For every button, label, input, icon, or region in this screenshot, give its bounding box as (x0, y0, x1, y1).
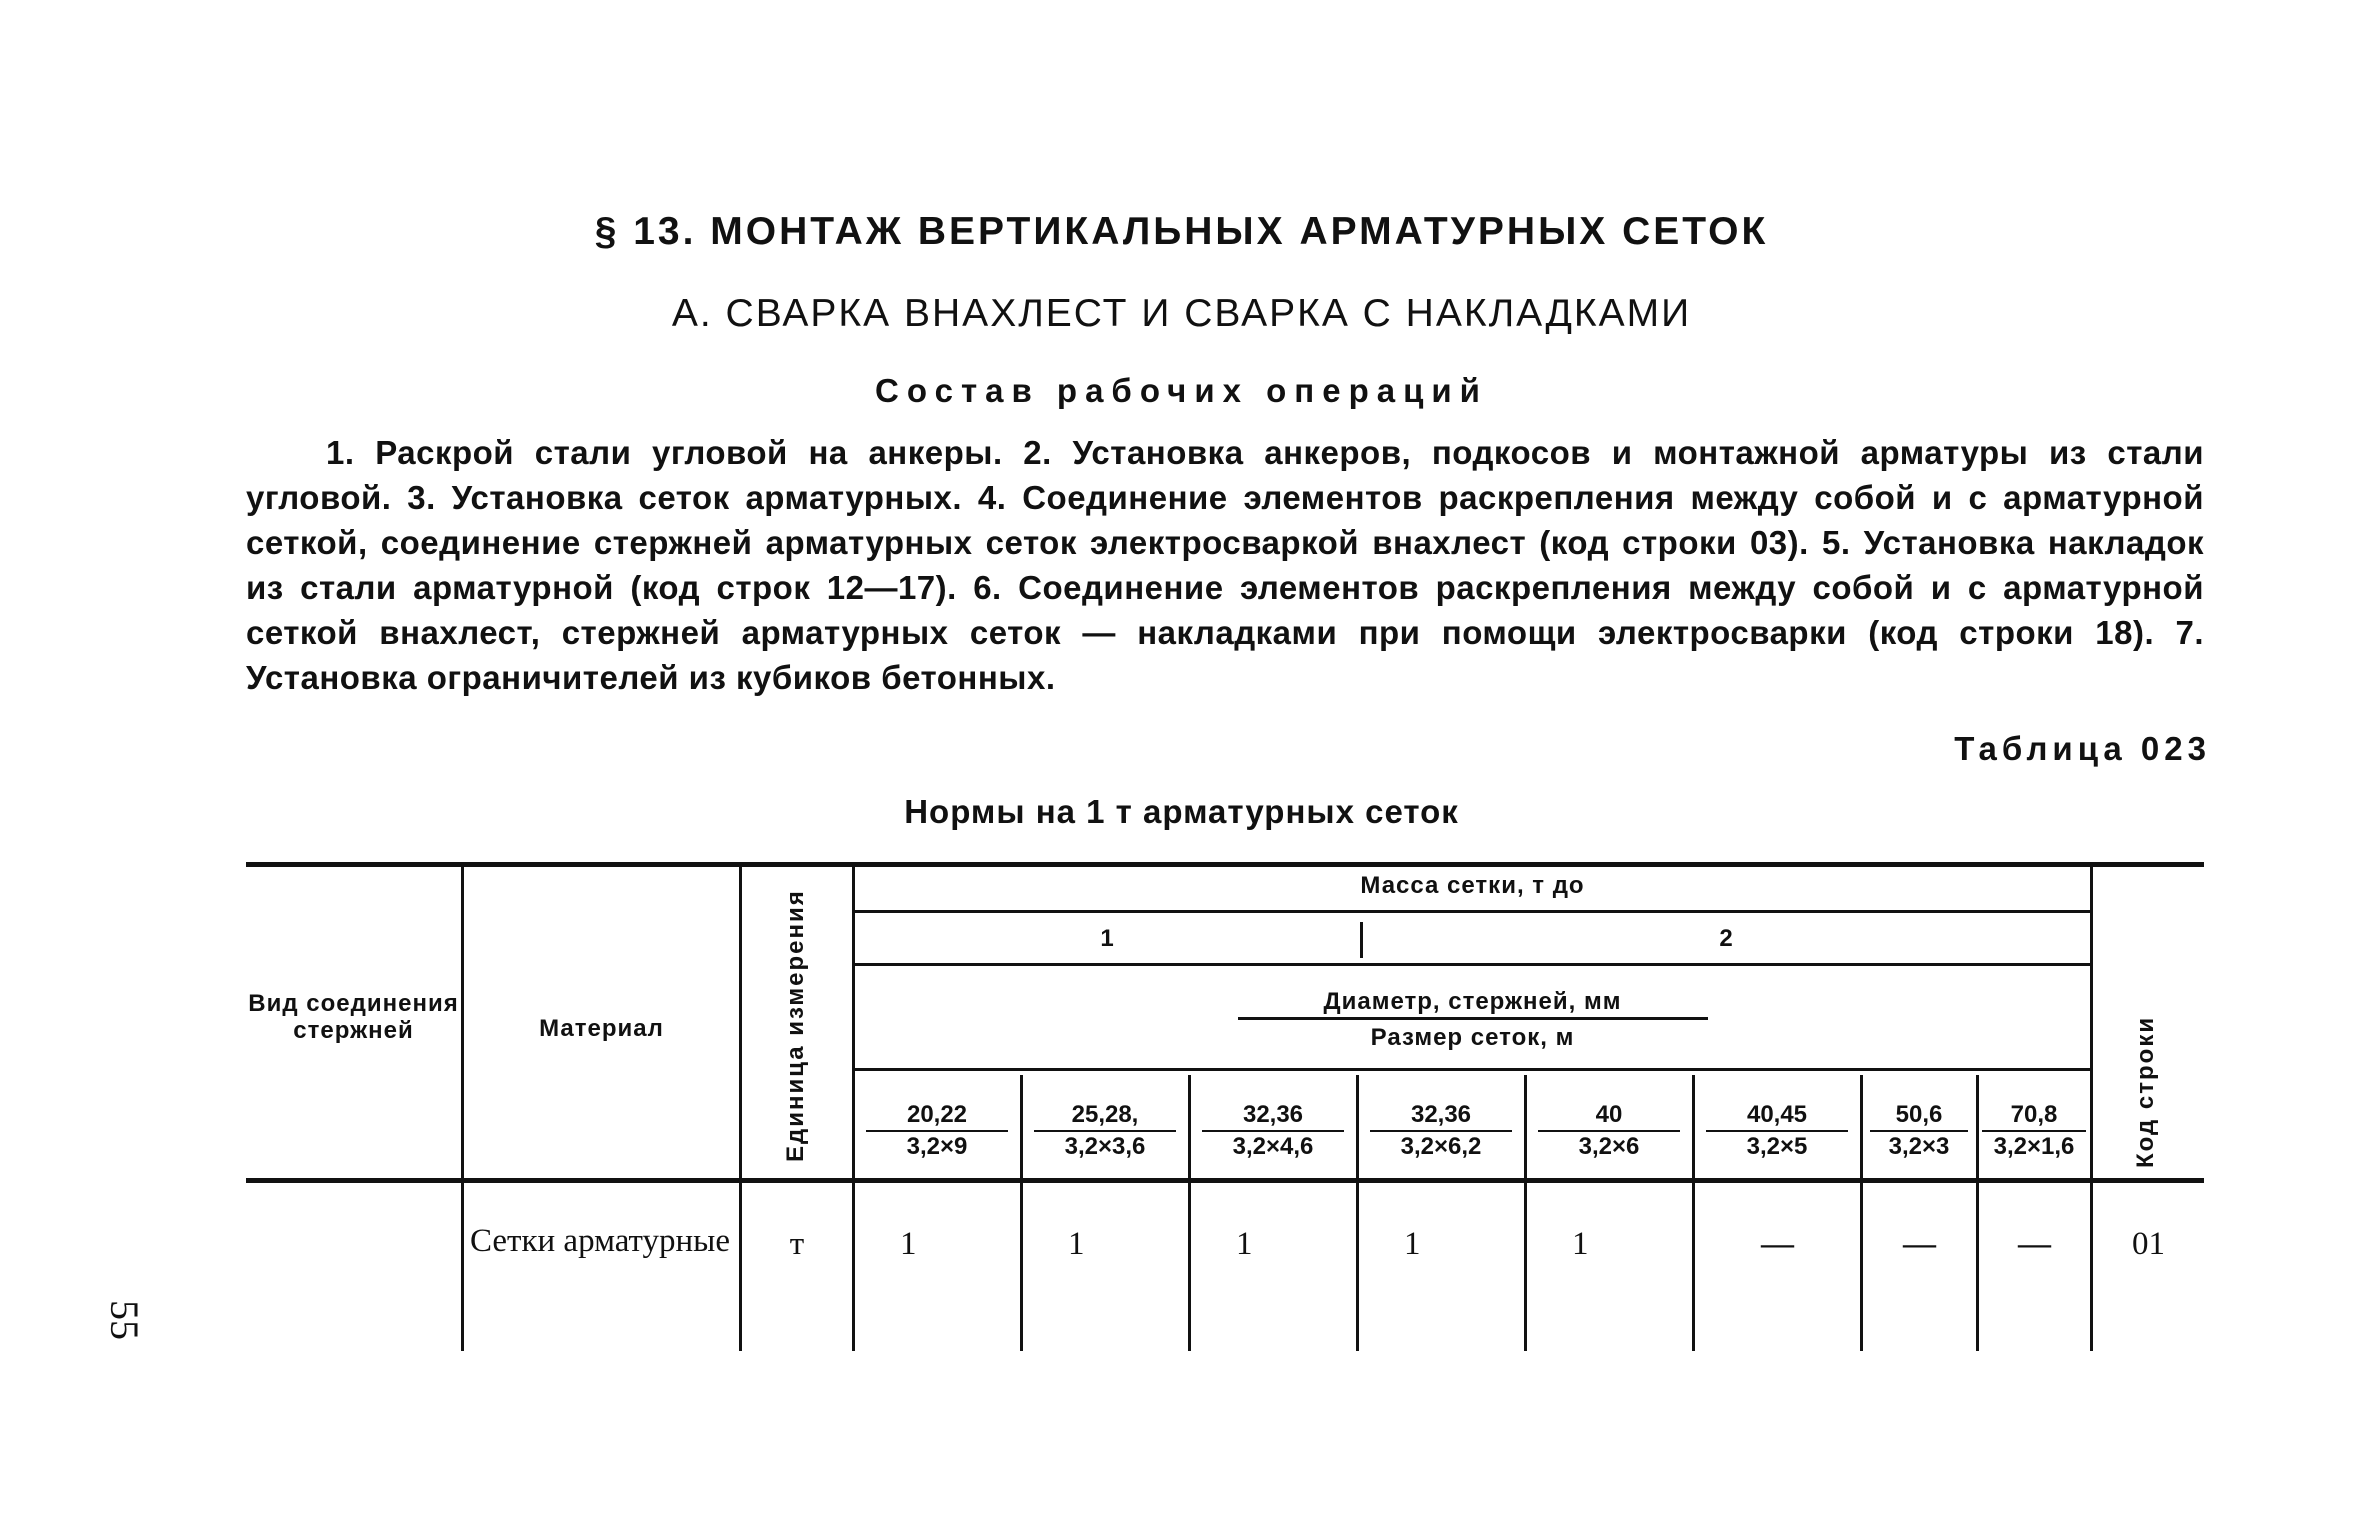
size-rule (855, 1068, 2090, 1071)
col-header-3: $\frac{32,36}{3,2\times 4,6}$ (1202, 1100, 1344, 1162)
subsection-heading: А. СВАРКА ВНАХЛЕСТ И СВАРКА С НАКЛАДКАМИ (671, 292, 1692, 335)
row-value-4: 1 (1404, 1226, 1421, 1262)
header-joint-type: Вид соединения стержней (248, 990, 459, 1044)
operations-title: Состав рабочих операций (875, 372, 1488, 409)
col-divider (461, 866, 464, 1351)
header-mass-group-2: 2 (1719, 925, 1734, 952)
col-divider (1860, 1075, 1863, 1351)
col-divider (1020, 1075, 1023, 1351)
row-value-1: 1 (900, 1226, 917, 1262)
col-divider (1692, 1075, 1695, 1351)
header-size: Размер сеток, м (1370, 1024, 1575, 1051)
operations-paragraph: 1. Раскрой стали угловой на анкеры. 2. Установка анкеров, подкосов и монтажной арматуры из стали угловой. 3. Установка сеток арматурных. 4. Соединение элементов раскрепления между собой и с арматурной сеткой, соединение стержней арматурных сеток электросваркой внахлест (код строки 03). 5. Установка накладок из стали арматурной (код строк 12—17). 6. Соединение элементов раскрепления между собой и с арматурной сеткой внахлест, стержней арматурных сеток — накладками при помощи электросварки (код строки 18). 7. Установка ограничителей из кубиков бетонных. (246, 434, 2204, 696)
row-value-8: — (2018, 1226, 2051, 1262)
header-unit: Единица измерения (782, 889, 809, 1162)
col-divider (1356, 1075, 1359, 1351)
header-code: Код строки (2132, 1015, 2159, 1168)
col-header-7: $\frac{50,6}{3,2\times 3}$ (1870, 1100, 1968, 1162)
col-header-2: $\frac{25,28,}{3,2\times 3,6}$ (1034, 1100, 1176, 1162)
col-divider (1188, 1075, 1191, 1351)
group-rule (855, 963, 2090, 966)
col-divider (1524, 1075, 1527, 1351)
table-top-rule (246, 862, 2204, 867)
table-title: Нормы на 1 т арматурных сеток (904, 793, 1459, 830)
header-mass: Масса сетки, т до (1360, 872, 1585, 899)
row-code: 01 (2132, 1226, 2165, 1262)
row-value-6: — (1761, 1226, 1794, 1262)
page-number: 55 (102, 1300, 147, 1340)
col-divider (2090, 866, 2093, 1351)
mass-rule (855, 910, 2090, 913)
diameter-underline (1238, 1017, 1708, 1020)
row-value-2: 1 (1068, 1226, 1085, 1262)
col-header-5: $\frac{40}{3,2\times 6}$ (1538, 1100, 1680, 1162)
col-header-1: $\frac{20,22}{3,2\times 9}$ (866, 1100, 1008, 1162)
section-heading: § 13. МОНТАЖ ВЕРТИКАЛЬНЫХ АРМАТУРНЫХ СЕТОК (594, 210, 1769, 253)
col-header-6: $\frac{40,45}{3,2\times 5}$ (1706, 1100, 1848, 1162)
table-header-rule (246, 1178, 2204, 1183)
row-value-7: — (1903, 1226, 1936, 1262)
header-mass-group-1: 1 (1100, 925, 1115, 952)
row-material: Сетки арматурные (470, 1223, 730, 1259)
table-number: Таблица 023 (1954, 730, 2211, 767)
header-diameter: Диаметр, стержней, мм (1323, 988, 1622, 1015)
row-value-5: 1 (1572, 1226, 1589, 1262)
col-header-8: $\frac{70,8}{3,2\times 1,6}$ (1982, 1100, 2086, 1162)
header-material: Материал (539, 1015, 664, 1042)
col-header-4: $\frac{32,36}{3,2\times 6,2}$ (1370, 1100, 1512, 1162)
row-unit: т (789, 1226, 805, 1262)
col-divider (1976, 1075, 1979, 1351)
row-value-3: 1 (1236, 1226, 1253, 1262)
col-divider (739, 866, 742, 1351)
